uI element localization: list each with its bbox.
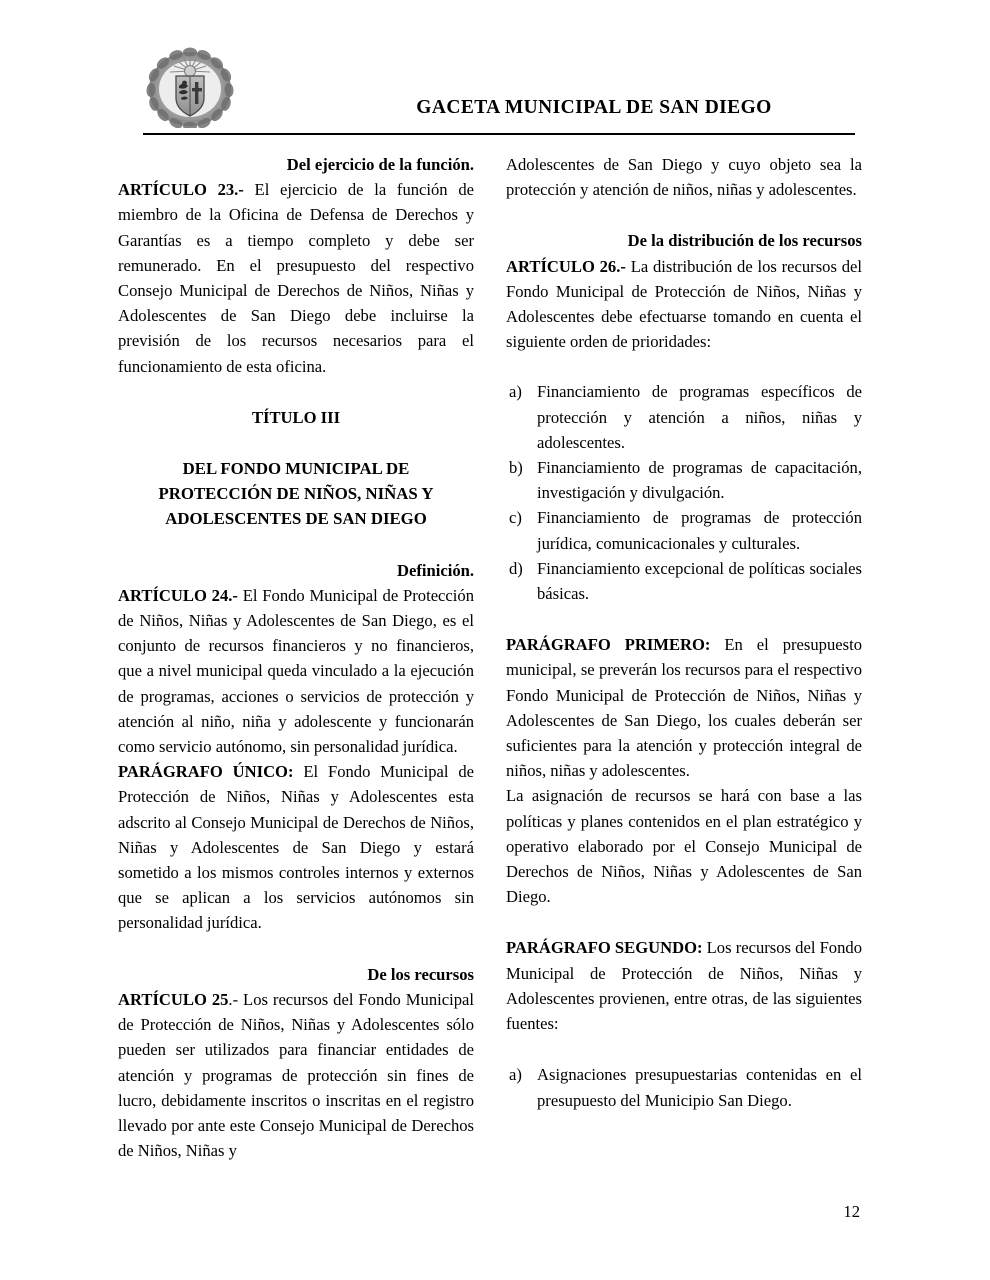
page-title: GACETA MUNICIPAL DE SAN DIEGO bbox=[416, 97, 772, 118]
spacer bbox=[118, 430, 474, 456]
list-marker: c) bbox=[509, 508, 522, 528]
articulo-24-text: El Fondo Municipal de Protección de Niños, Niñas y Adolescentes de San Diego, es el conjunto de recursos financieros y no financieros, que a nivel municipal queda vinculado a la ejecución de programas, acciones o servicios de protección y atención al niño, niña y adolescente y funcionarán como servicio autónomo, sin personalidad jurídica. bbox=[118, 585, 474, 757]
paragrafo-segundo-text: Los recursos del Fondo Municipal de Protección de Niños, Niñas y Adolescentes provienen, entre otras, de las siguientes fuentes: bbox=[506, 938, 862, 1034]
paragrafo-unico-text: El Fondo Municipal de Protección de Niños, Niñas y Adolescentes esta adscrito al Consejo Municipal de Derechos de Niños, Niñas y Adolescentes de San Diego y estará sometido a los mismos controles internos y externos que se aplican a los servicios autónomos sin personalidad jurídica. bbox=[118, 762, 474, 933]
spacer bbox=[506, 606, 862, 632]
list-item-text: Financiamiento de programas de capacitación, investigación y divulgación. bbox=[537, 458, 862, 503]
paragraph-paragrafo-primero bbox=[506, 632, 862, 783]
header-divider bbox=[143, 133, 855, 135]
heading-definicion: Definición. bbox=[397, 560, 474, 580]
articulo-23-text: El ejercicio de la función de miembro de la Oficina de Defensa de Derechos y Garantías es a tiempo completo y debe ser remunerado. En el presupuesto del respectivo Consejo Municipal de Derechos de Niños, Niñas y Adolescentes de San Diego debe incluirse la previsión de los recursos necesarios para el funcionamiento de esta oficina. bbox=[118, 180, 474, 376]
spacer bbox=[118, 936, 474, 962]
heading-titulo-iii: TÍTULO III bbox=[251, 407, 341, 427]
paragraph-articulo-24 bbox=[118, 583, 474, 759]
list-item bbox=[506, 379, 862, 455]
paragrafo-segundo-label: PARÁGRAFO SEGUNDO: bbox=[506, 938, 703, 958]
paragrafo-unico-label: PARÁGRAFO ÚNICO: bbox=[118, 762, 294, 782]
masthead bbox=[143, 46, 855, 136]
priorities-list bbox=[506, 379, 862, 606]
articulo-25-text: .- Los recursos del Fondo Municipal de Protección de Niños, Niñas y Adolescentes sólo pueden ser utilizados para financiar entidades de atención y programas de protección sin fines de lucro, debidamente inscritos o inscritas en el registro llevado por ante este Consejo Municipal de Derechos de Niños, Niñas y bbox=[118, 989, 475, 1161]
subtitle-line-1: DEL FONDO MUNICIPAL DE bbox=[182, 459, 410, 479]
list-item bbox=[506, 455, 862, 505]
heading-del-ejercicio: Del ejercicio de la función. bbox=[286, 155, 474, 174]
spacer bbox=[506, 354, 862, 379]
paragraph-paragrafo-unico bbox=[118, 759, 474, 935]
paragraph-articulo-26 bbox=[506, 254, 862, 355]
articulo-26-text: La distribución de los recursos del Fondo Municipal de Protección de Niños, Niñas y Adolescentes debe efectuarse tomando en cuenta el siguiente orden de prioridades: bbox=[506, 256, 862, 352]
spacer bbox=[506, 1036, 862, 1062]
list-marker: a) bbox=[509, 382, 522, 402]
spacer bbox=[118, 379, 474, 405]
list-item bbox=[506, 556, 862, 606]
articulo-26-label: ARTÍCULO 26.- bbox=[506, 256, 626, 276]
list-marker: a) bbox=[509, 1065, 522, 1085]
heading-de-los-recursos: De los recursos bbox=[367, 964, 474, 984]
spacer bbox=[506, 202, 862, 228]
subtitle-line-2: PROTECCIÓN DE NIÑOS, NIÑAS Y bbox=[158, 484, 434, 504]
paragraph-articulo-23 bbox=[118, 177, 474, 379]
paragraph-continuation: Adolescentes de San Diego y cuyo objeto sea la protección y atención de niños, niñas y adolescentes. bbox=[506, 155, 862, 200]
list-marker: d) bbox=[509, 558, 523, 578]
paragraph-articulo-25 bbox=[118, 987, 474, 1163]
paragrafo-primero-label: PARÁGRAFO PRIMERO: bbox=[506, 635, 711, 655]
articulo-24-label: ARTÍCULO 24.- bbox=[118, 585, 238, 605]
list-item-text: Asignaciones presupuestarias contenidas en el presupuesto del Municipio San Diego. bbox=[537, 1065, 862, 1110]
left-column bbox=[118, 152, 474, 1163]
list-item bbox=[506, 1062, 862, 1112]
page-number: 12 bbox=[843, 1202, 860, 1221]
right-column bbox=[506, 152, 862, 1113]
heading-de-la-distribucion: De la distribución de los recursos bbox=[627, 231, 862, 251]
articulo-25-label: ARTÍCULO 25 bbox=[118, 989, 229, 1009]
articulo-23-label: ARTÍCULO 23.- bbox=[118, 180, 244, 200]
sources-list bbox=[506, 1062, 862, 1112]
spacer bbox=[118, 532, 474, 558]
paragraph-paragrafo-segundo bbox=[506, 935, 862, 1036]
coat-of-arms-emblem bbox=[143, 46, 238, 128]
subtitle-line-3: ADOLESCENTES DE SAN DIEGO bbox=[165, 509, 427, 529]
list-marker: b) bbox=[509, 458, 523, 478]
list-item-text: Financiamiento de programas de protección jurídica, comunicacionales y culturales. bbox=[537, 508, 862, 553]
paragrafo-primero-text: En el presupuesto municipal, se preverán los recursos para el respectivo Fondo Municipal de Protección de Niños, Niñas y Adolescentes de San Diego, los cuales deberán ser suficientes para la atención y protección integral de niños, niñas y adolescentes. bbox=[506, 635, 862, 781]
list-item-text: Financiamiento excepcional de políticas sociales básicas. bbox=[537, 558, 862, 604]
paragraph-asignacion: La asignación de recursos se hará con base a las políticas y planes contenidos en el plan estratégico y operativo elaborado por el Consejo Municipal de Derechos de Niños, Niñas y Adolescentes de San Diego. bbox=[506, 786, 862, 907]
spacer bbox=[506, 909, 862, 935]
titulo-iii-subtitle bbox=[118, 456, 474, 532]
list-item bbox=[506, 505, 862, 555]
list-item-text: Financiamiento de programas específicos de protección y atención a niños, niñas y adolescentes. bbox=[537, 382, 862, 452]
